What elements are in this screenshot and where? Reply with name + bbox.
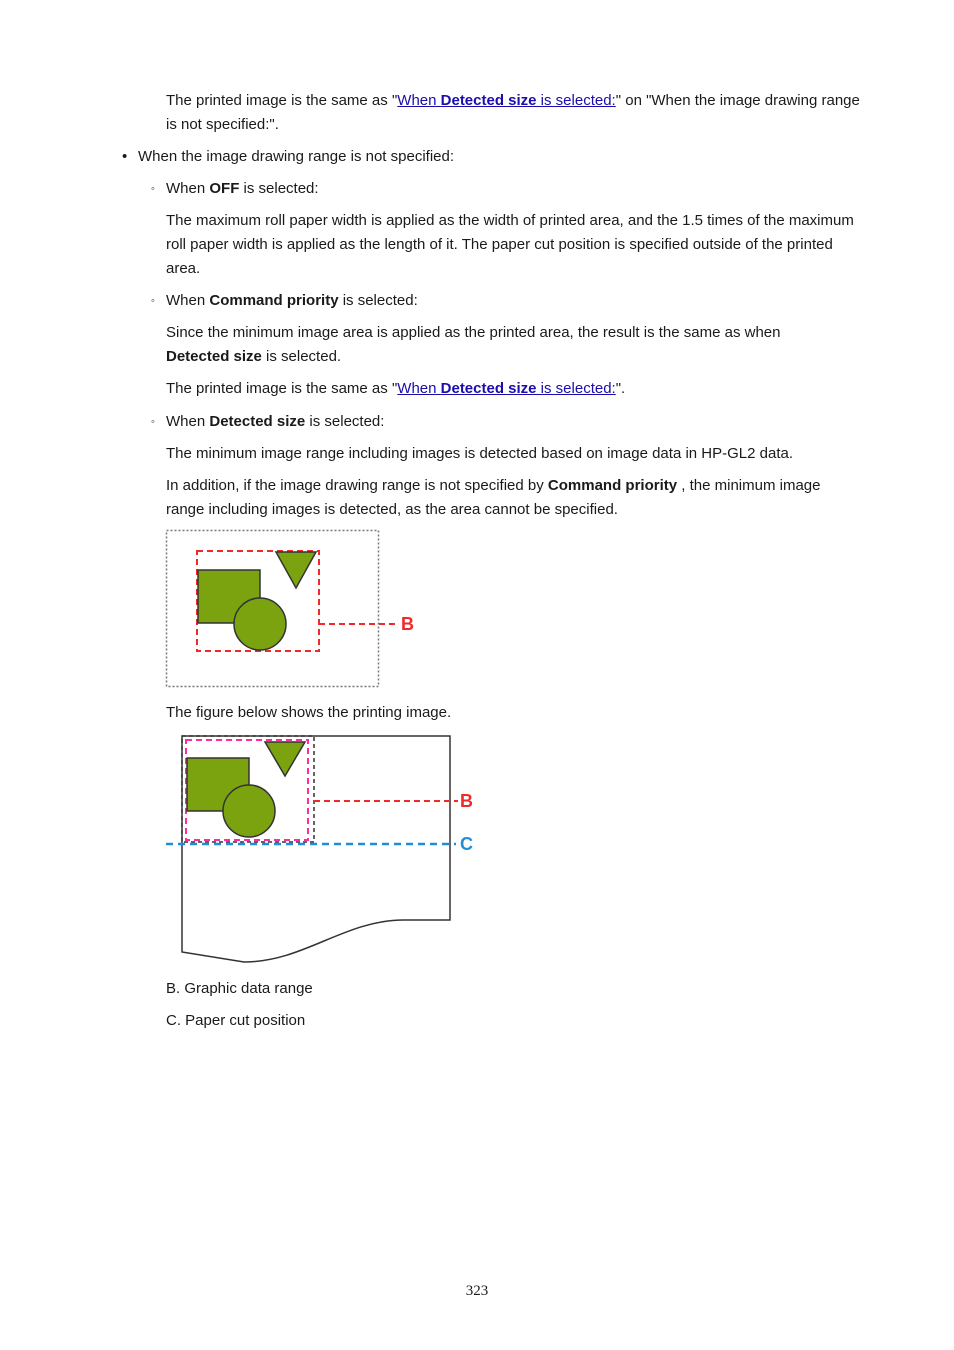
sub-bullet-marker: ◦ xyxy=(151,183,155,195)
b-label: B xyxy=(401,614,414,634)
page-number: 323 xyxy=(465,1283,489,1299)
bullet-marker: • xyxy=(122,148,128,165)
circle-shape xyxy=(223,785,275,837)
detected-size-addition: In addition, if the image drawing range is not specified by Command priority , the minimum image range including images is detected, as the area cannot be specified. xyxy=(166,477,821,518)
sub-heading-detected-size: When Detected size is selected: xyxy=(166,413,385,430)
sub-heading-command-priority: When Command priority is selected: xyxy=(166,292,418,309)
legend-c: C. Paper cut position xyxy=(166,1012,306,1029)
detected-size-link-2[interactable]: When Detected size is selected: xyxy=(397,380,616,397)
b-label: B xyxy=(460,791,473,811)
figure-caption: The figure below shows the printing image. xyxy=(166,704,452,721)
legend-b: B. Graphic data range xyxy=(166,980,313,997)
bullet-text: When the image drawing range is not specified: xyxy=(138,148,455,165)
sub-bullet-marker: ◦ xyxy=(151,416,155,428)
detected-size-description: The minimum image range including images is detected based on image data in HP-GL2 data. xyxy=(166,445,794,462)
command-priority-description: Since the minimum image area is applied as the printed area, the result is the same as when Detected size is selected. xyxy=(166,324,781,365)
detected-size-figure xyxy=(164,528,420,690)
c-label: C xyxy=(460,834,473,854)
intro-paragraph: The printed image is the same as "When Detected size is selected:" on "When the image drawing range is not specified:". xyxy=(166,92,860,133)
detected-size-link-1[interactable]: When Detected size is selected: xyxy=(397,92,616,109)
sub-bullet-marker: ◦ xyxy=(151,295,155,307)
circle-shape xyxy=(234,598,286,650)
printing-image-figure xyxy=(164,732,484,968)
sub-heading-off: When OFF is selected: xyxy=(166,180,319,197)
command-priority-same-as: The printed image is the same as "When Detected size is selected:". xyxy=(166,380,626,397)
off-description: The maximum roll paper width is applied as the width of printed area, and the 1.5 times of the maximum roll paper width is applied as the length of it. The paper cut position is specified outside of the printed area. xyxy=(166,212,854,277)
